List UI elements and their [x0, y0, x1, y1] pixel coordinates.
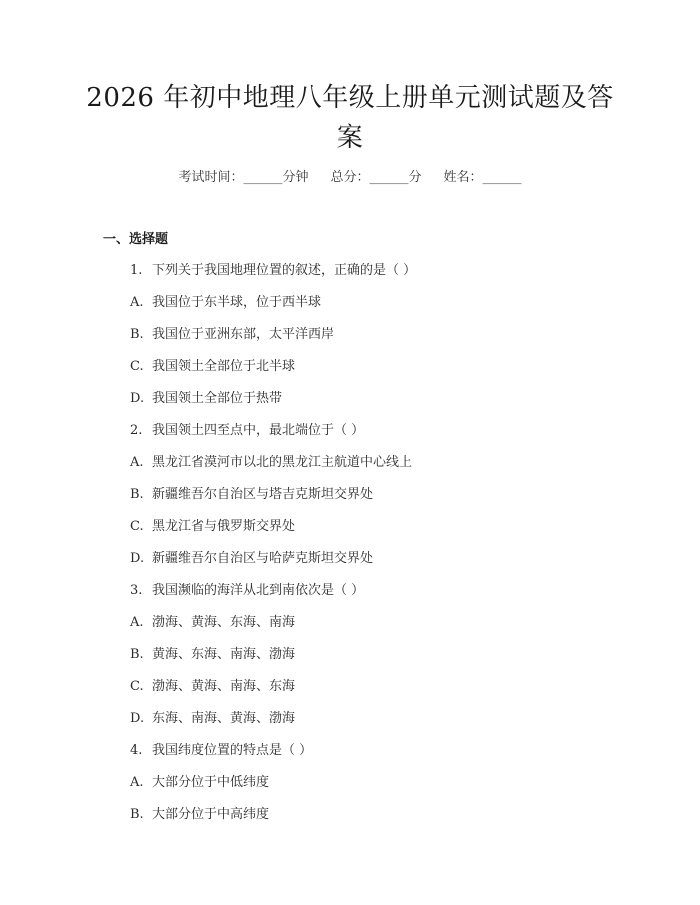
question-2 [130, 421, 364, 441]
option-text: 渤海、黄海、东海、南海 [152, 615, 296, 630]
option-text: 我国位于亚洲东部，太平洋西岸 [152, 327, 335, 342]
score-blank: ______ [369, 170, 409, 185]
option-text: 大部分位于中低纬度 [152, 775, 270, 790]
option-label: D. [130, 391, 145, 406]
question-number: 2. [130, 423, 143, 438]
question-number: 1. [130, 263, 143, 278]
option-text: 黄海、东海、南海、渤海 [152, 647, 296, 662]
question-3-option-d [130, 709, 295, 729]
option-label: B. [130, 487, 144, 502]
question-2-option-c [130, 517, 295, 537]
option-text: 新疆维吾尔自治区与哈萨克斯坦交界处 [152, 551, 374, 566]
option-label: A. [130, 775, 144, 790]
question-text: 下列关于我国地理位置的叙述，正确的是（ ） [152, 263, 417, 278]
option-label: A. [130, 295, 144, 310]
question-number: 4. [130, 743, 143, 758]
option-label: B. [130, 807, 144, 822]
time-unit: 分钟 [282, 170, 309, 185]
question-number: 3. [130, 583, 143, 598]
option-label: D. [130, 551, 145, 566]
question-1-option-a [130, 293, 321, 313]
question-4 [130, 741, 312, 761]
name-blank: ______ [482, 170, 522, 185]
score-label: 总分： [330, 170, 370, 185]
option-text: 我国领土全部位于北半球 [152, 359, 296, 374]
question-3-option-a [130, 613, 295, 633]
question-text: 我国濒临的海洋从北到南依次是（ ） [152, 583, 365, 598]
time-blank: ______ [243, 170, 283, 185]
question-3 [130, 581, 364, 601]
question-3-option-b [130, 645, 295, 665]
option-label: B. [130, 647, 144, 662]
option-label: A. [130, 455, 144, 470]
option-text: 我国领土全部位于热带 [152, 391, 283, 406]
option-label: B. [130, 327, 144, 342]
option-text: 黑龙江省与俄罗斯交界处 [152, 519, 296, 534]
question-4-option-b [130, 805, 269, 825]
question-text: 我国领土四至点中，最北端位于（ ） [152, 423, 365, 438]
score-unit: 分 [408, 170, 422, 185]
question-2-option-a [130, 453, 412, 473]
time-label: 考试时间： [178, 170, 244, 185]
option-label: A. [130, 615, 144, 630]
question-1-option-b [130, 325, 334, 345]
question-1-option-d [130, 389, 282, 409]
title-line-2: 案 [336, 123, 364, 153]
section-heading: 一、选择题 [103, 232, 169, 247]
option-label: C. [130, 679, 144, 694]
option-text: 黑龙江省漠河市以北的黑龙江主航道中心线上 [152, 455, 413, 470]
question-3-option-c [130, 677, 295, 697]
option-text: 新疆维吾尔自治区与塔吉克斯坦交界处 [152, 487, 374, 502]
question-2-option-d [130, 549, 373, 569]
exam-info-line [0, 168, 700, 188]
question-2-option-b [130, 485, 373, 505]
document-title [70, 78, 630, 158]
question-text: 我国纬度位置的特点是（ ） [152, 743, 313, 758]
question-1 [130, 261, 416, 281]
option-label: C. [130, 359, 144, 374]
name-label: 姓名： [443, 170, 483, 185]
question-4-option-a [130, 773, 269, 793]
option-label: C. [130, 519, 144, 534]
option-label: D. [130, 711, 145, 726]
option-text: 东海、南海、黄海、渤海 [152, 711, 296, 726]
question-1-option-c [130, 357, 295, 377]
title-line-1: 2026 年初中地理八年级上册单元测试题及答 [86, 83, 614, 113]
option-text: 渤海、黄海、南海、东海 [152, 679, 296, 694]
option-text: 大部分位于中高纬度 [152, 807, 270, 822]
option-text: 我国位于东半球，位于西半球 [152, 295, 322, 310]
